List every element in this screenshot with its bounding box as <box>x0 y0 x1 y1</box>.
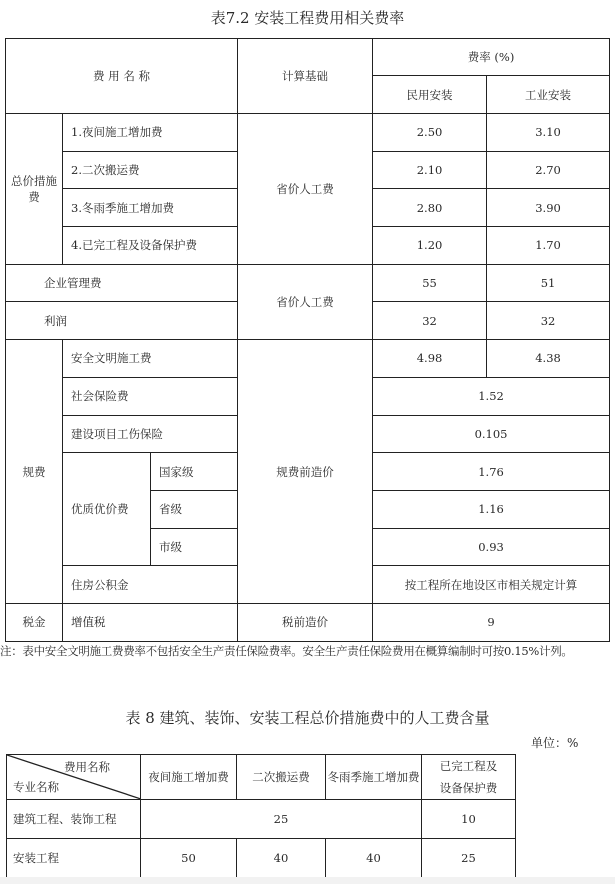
cell-value: 40 <box>237 839 326 878</box>
labor-content-table <box>6 754 516 878</box>
row-basis: 规费前造价 <box>238 340 373 604</box>
rate-value: 1.76 <box>373 453 610 491</box>
row-name: 2.二次搬运费 <box>63 151 238 189</box>
level-name: 国家级 <box>151 453 238 491</box>
header-col: 二次搬运费 <box>237 755 326 800</box>
header-col: 夜间施工增加费 <box>141 755 237 800</box>
table-row <box>7 839 516 878</box>
bottom-edge <box>0 877 615 884</box>
table1-note: 注：表中安全文明施工费费率不包括安全生产责任保险费率。安全生产责任保险费用在概算编制时可按0.15%计列。 <box>0 644 573 658</box>
industrial-value: 3.90 <box>487 189 610 227</box>
fee-name-label: 费用名称 <box>64 760 110 774</box>
fee-rate-table <box>5 38 610 642</box>
row-name: 利润 <box>6 302 238 340</box>
table-row <box>6 114 610 152</box>
rate-value: 按工程所在地设区市相关规定计算 <box>373 566 610 604</box>
group-label: 规费 <box>6 340 63 604</box>
rate-value: 1.52 <box>373 377 610 415</box>
header-civil: 民用安装 <box>373 76 487 114</box>
header-col <box>422 755 516 800</box>
header-basis: 计算基础 <box>238 39 373 114</box>
cell-value: 40 <box>326 839 422 878</box>
header-fee-name: 费 用 名 称 <box>6 39 238 114</box>
row-name: 安全文明施工费 <box>63 340 238 378</box>
table-row <box>6 603 610 641</box>
industrial-value: 3.10 <box>487 114 610 152</box>
header-line: 设备保护费 <box>439 781 498 795</box>
industrial-value: 2.70 <box>487 151 610 189</box>
table-row <box>7 800 516 839</box>
row-name: 建筑工程、装饰工程 <box>7 800 141 839</box>
diagonal-header-cell <box>7 755 141 800</box>
row-name: 建设项目工伤保险 <box>63 415 238 453</box>
cell-value: 10 <box>422 800 516 839</box>
table-row <box>6 264 610 302</box>
table2-title: 表 8 建筑、装饰、安装工程总价措施费中的人工费含量 <box>125 709 490 727</box>
industrial-value: 51 <box>487 264 610 302</box>
table-row <box>6 340 610 378</box>
civil-value: 2.80 <box>373 189 487 227</box>
civil-value: 1.20 <box>373 227 487 265</box>
header-industrial: 工业安装 <box>487 76 610 114</box>
civil-value: 2.50 <box>373 114 487 152</box>
unit-label: 单位：% <box>531 736 579 750</box>
industrial-value: 1.70 <box>487 227 610 265</box>
major-name-label: 专业名称 <box>13 780 59 794</box>
merged-value: 25 <box>141 800 422 839</box>
industrial-value: 4.38 <box>487 340 610 378</box>
civil-value: 2.10 <box>373 151 487 189</box>
row-name: 1.夜间施工增加费 <box>63 114 238 152</box>
header-rate: 费率 (%) <box>373 39 610 76</box>
row-name: 增值税 <box>63 603 238 641</box>
level-name: 省级 <box>151 490 238 528</box>
civil-value: 55 <box>373 264 487 302</box>
cell-value: 25 <box>422 839 516 878</box>
header-line: 已完工程及 <box>439 759 498 773</box>
cell-value: 50 <box>141 839 237 878</box>
row-basis: 税前造价 <box>238 603 373 641</box>
rate-value: 0.105 <box>373 415 610 453</box>
level-name: 市级 <box>151 528 238 566</box>
group-label: 税金 <box>6 603 63 641</box>
row-name: 社会保险费 <box>63 377 238 415</box>
row-basis: 省价人工费 <box>238 114 373 265</box>
rate-value: 0.93 <box>373 528 610 566</box>
row-name: 安装工程 <box>7 839 141 878</box>
row-name: 4.已完工程及设备保护费 <box>63 227 238 265</box>
row-name: 企业管理费 <box>6 264 238 302</box>
table1-title: 表7.2 安装工程费用相关费率 <box>210 9 405 27</box>
row-name: 优质优价费 <box>63 453 151 566</box>
civil-value: 4.98 <box>373 340 487 378</box>
row-basis: 省价人工费 <box>238 264 373 339</box>
rate-value: 9 <box>373 603 610 641</box>
rate-value: 1.16 <box>373 490 610 528</box>
row-name: 3.冬雨季施工增加费 <box>63 189 238 227</box>
industrial-value: 32 <box>487 302 610 340</box>
header-col: 冬雨季施工增加费 <box>326 755 422 800</box>
row-name: 住房公积金 <box>63 566 238 604</box>
group-label: 总价措施费 <box>6 114 63 265</box>
civil-value: 32 <box>373 302 487 340</box>
